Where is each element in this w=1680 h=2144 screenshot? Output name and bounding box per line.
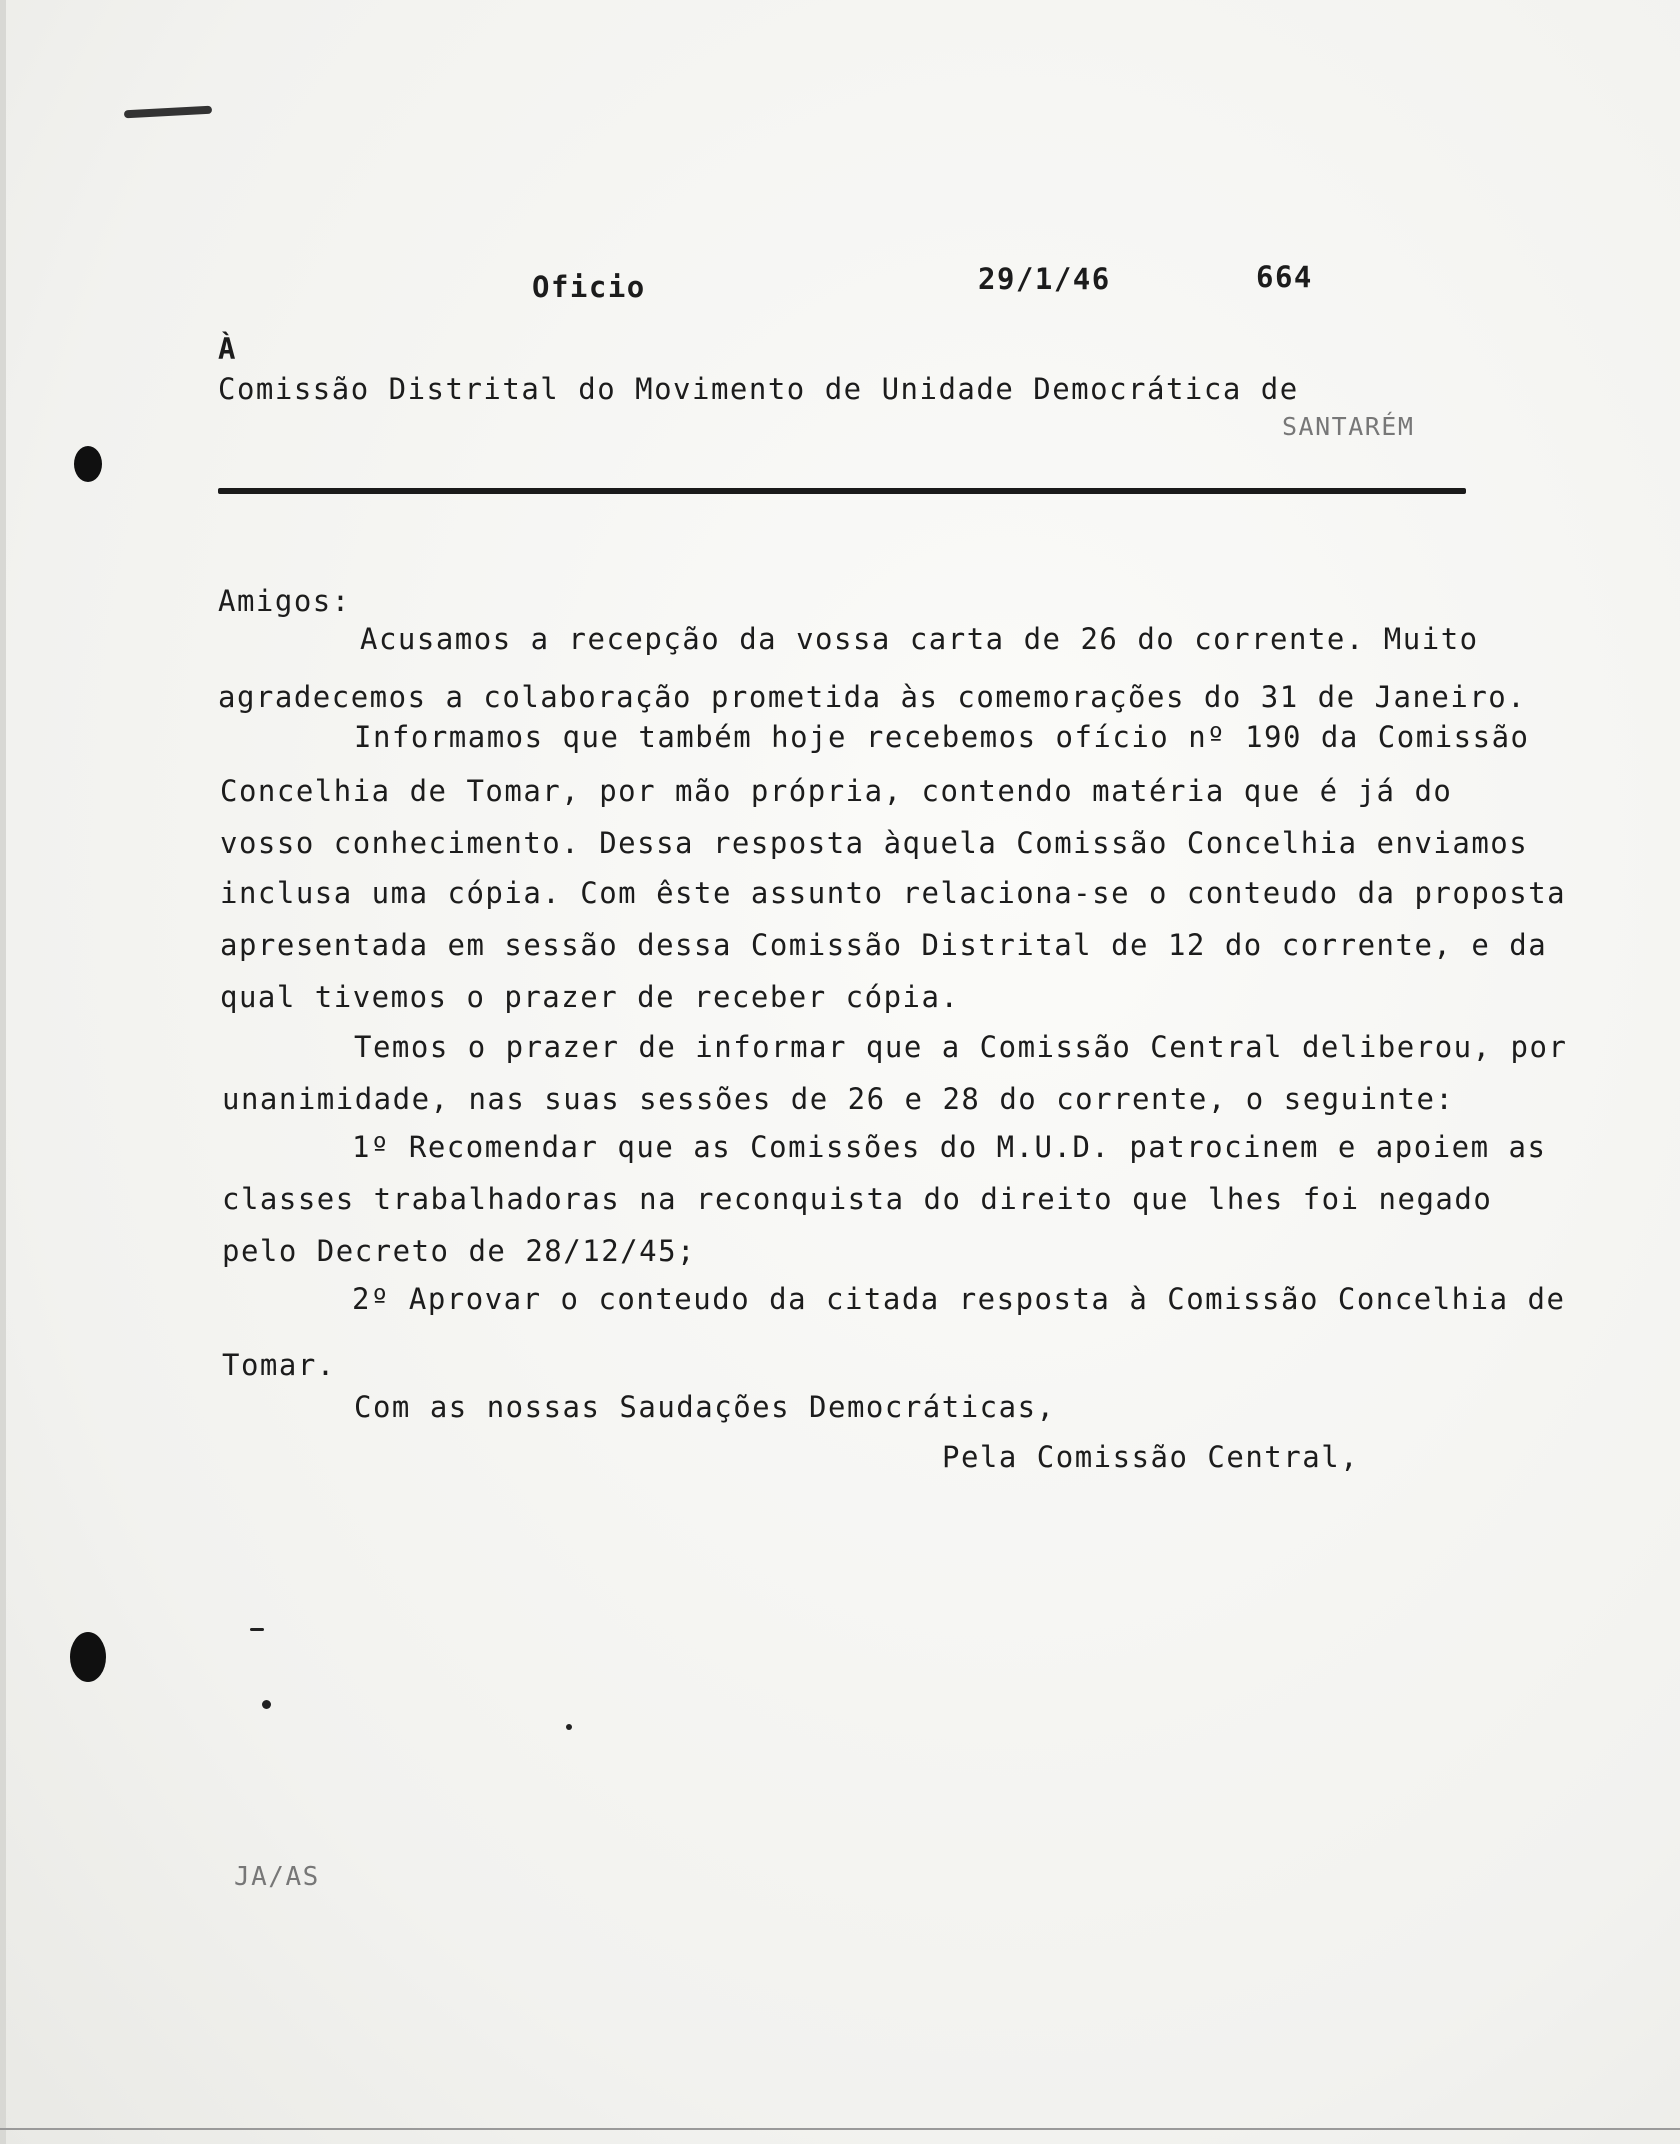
- body-line: 1º Recomendar que as Comissões do M.U.D. patrocinem e apoiem as: [352, 1130, 1547, 1164]
- footer-initials: JA/AS: [234, 1862, 320, 1892]
- body-line: Informamos que também hoje recebemos ofício nº 190 da Comissão: [354, 720, 1530, 754]
- salutation: Amigos:: [218, 584, 351, 618]
- body-line: Tomar.: [222, 1348, 336, 1382]
- body-line: Concelhia de Tomar, por mão própria, contendo matéria que é já do: [220, 774, 1453, 808]
- speck: [250, 1628, 264, 1631]
- body-line: inclusa uma cópia. Com êste assunto relaciona-se o conteudo da proposta: [220, 876, 1567, 910]
- speck: [262, 1700, 271, 1709]
- addressee-prefix: À: [218, 332, 237, 366]
- signature: Pela Comissão Central,: [942, 1440, 1360, 1474]
- body-line: Temos o prazer de informar que a Comissão Central deliberou, por: [354, 1030, 1568, 1064]
- document-date: 29/1/46: [978, 262, 1111, 296]
- body-line: 2º Aprovar o conteudo da citada resposta à Comissão Concelhia de: [352, 1282, 1566, 1316]
- body-line: Acusamos a recepção da vossa carta de 26 do corrente. Muito: [360, 622, 1479, 656]
- punch-hole-top: [74, 446, 102, 482]
- addressee-city: SANTARÉM: [1282, 412, 1415, 441]
- body-line: apresentada em sessão dessa Comissão Distrital de 12 do corrente, e da: [220, 928, 1548, 962]
- document-type: Oficio: [532, 270, 646, 304]
- body-line: classes trabalhadoras na reconquista do direito que lhes foi negado: [222, 1182, 1493, 1216]
- body-line: pelo Decreto de 28/12/45;: [222, 1234, 696, 1268]
- header-rule: [218, 488, 1466, 494]
- bottom-scan-line: [0, 2128, 1680, 2130]
- punch-hole-bottom: [70, 1632, 106, 1682]
- body-line: qual tivemos o prazer de receber cópia.: [220, 980, 960, 1014]
- page-edge: [0, 0, 6, 2144]
- ink-mark: [124, 106, 212, 119]
- body-line: unanimidade, nas suas sessões de 26 e 28 do corrente, o seguinte:: [222, 1082, 1455, 1116]
- closing: Com as nossas Saudações Democráticas,: [354, 1390, 1056, 1424]
- document-number: 664: [1256, 260, 1313, 294]
- speck: [566, 1724, 572, 1730]
- addressee-line: Comissão Distrital do Movimento de Unidade Democrática de: [218, 372, 1299, 406]
- body-line: agradecemos a colaboração prometida às comemorações do 31 de Janeiro.: [218, 680, 1527, 714]
- body-line: vosso conhecimento. Dessa resposta àquela Comissão Concelhia enviamos: [220, 826, 1529, 860]
